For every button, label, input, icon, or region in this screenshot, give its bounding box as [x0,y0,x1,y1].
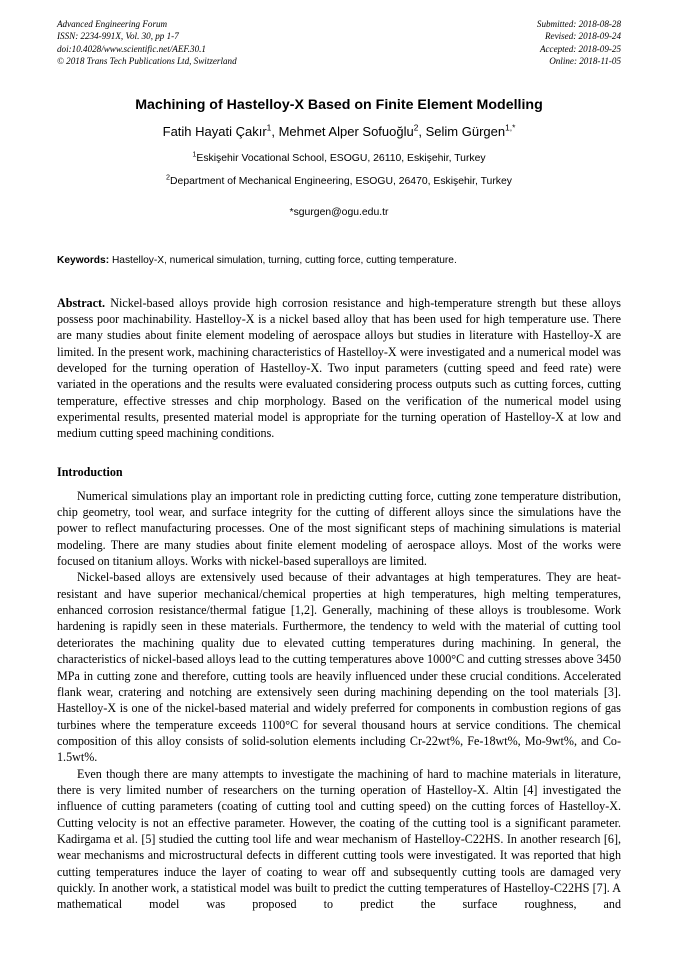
journal-header [57,18,621,68]
section-heading-introduction: Introduction [57,464,123,479]
author-1-name: Fatih Hayati Çakır [162,123,267,139]
paragraph-intro-1: Numerical simulations play an important role in predicting cutting force, cutting zone temperature distribution, chip geometry, tool wear, and surface integrity for the cutting of different alloys since the simulations have the power to reflect manufacturing processes. One of the most significant steps of machining simulations is material modeling. There are many studies about finite element modeling of aerospace alloys. Most of the works were focused on titanium alloys. Works with nickel-based superalloys are limited. [57,488,621,569]
paragraph-intro-2: Nickel-based alloys are extensively used because of their advantages at high temperatures. They are heat-resistant and have superior mechanical/chemical properties at high temperatures, high melting temperatures, enhanced corrosion resistance/thermal fatigue [1,2]. Generally, machining of these alloys is troublesome. Work hardening is rapidly seen in these materials. Furthermore, the tendency to weld with the material of cutting tool deteriorates the machining quality due to elevated cutting temperatures during machining. In general, the characteristics of nickel-based alloys lead to the cutting temperatures above 1000°C and cutting stresses above 3450 MPa in cutting zone and therefore, cutting tools are heavily influenced under these crucial conditions. Accelerated flank wear, cratering and notching are extensively seen during machining depending on the tool materials [3]. Hastelloy-X is one of the nickel-based material and widely preferred for components in combustion regions of gas turbines where the temperature exceeds 1100°C for several thousand hours at service conditions. The chemical composition of this alloy consists of solid-solution elements including Cr-22wt%, Fe-18wt%, Mo-9wt%, and Co-1.5wt%. [57,570,621,765]
date-submitted: Submitted: 2018-08-28 [536,19,621,29]
keywords-line [57,254,621,268]
corresponding-author-email: *sgurgen@ogu.edu.tr [289,206,389,218]
author-list [57,123,621,140]
author-3-name: Selim Gürgen [425,123,506,139]
paragraph-intro-3: Even though there are many attempts to investigate the machining of hard to machine materials in literature, there is very limited number of researchers on the turning operation of Hastelloy-X. Altin [4] investigated the influence of cutting parameters (coating of cutting tool and cutting speed) on the cutting forces of Hastelloy-X. Cutting velocity is not an effective parameter. However, the coating of the cutting tool is a significant parameter. Kadirgama et al. [5] studied the cutting tool life and wear mechanism of Hastelloy-C22HS. In another research [6], wear mechanisms and microstructural defects in different cutting tools were investigated. It was reported that high cutting temperatures induce the layer of coating to wear off and subsequently cutting tools are damaged very quickly. In another work, a statistical model was built to predict the cutting temperatures of Hastelloy-C22HS [7]. A mathematical model was proposed to predict the surface roughness, and [57,766,621,912]
affiliation-2-marker: 2 [166,172,171,182]
journal-doi: doi:10.4028/www.scientific.net/AEF.30.1 [57,43,206,54]
affiliation-1 [57,149,621,166]
date-accepted: Accepted: 2018-09-25 [539,43,621,54]
abstract-block [57,295,621,442]
keywords-label: Keywords: [57,254,110,266]
page-title: Machining of Hastelloy-X Based on Finite Element Modelling [135,96,543,113]
author-2-affil-marker: 2 [413,122,419,133]
author-3-affil-marker: 1,* [505,122,516,133]
journal-name: Advanced Engineering Forum [57,19,168,29]
affiliation-1-text: Eskişehir Vocational School, ESOGU, 26110, Eskişehir, Turkey [196,152,486,164]
affiliation-2 [57,172,621,189]
author-1-affil-marker: 1 [266,122,272,133]
author-separator-2: , [418,123,426,139]
abstract-text: Nickel-based alloys provide high corrosion resistance and high-temperature strength but these alloys possess poor machinability. Hastelloy-X is a nickel based alloy that has been used for high temperature use. There are many studies about finite element modeling of aerospace alloys but studies in literature with Hastelloy-X are limited. In the present work, machining characteristics of Hastelloy-X were investigated and a numerical model was developed for the turning operation of Hastelloy-X. Two input parameters (cutting speed and feed rate) were variated in the operations and the results were evaluated considering process outputs such as cutting forces, cutting temperature, effective stresses and chip morphology. Based on the verification of the numerical model using experimental results, presented material model is appropriate for the turning operation of Hastelloy-X at low and medium cutting speed machining conditions. [57,295,621,441]
journal-copyright: © 2018 Trans Tech Publications Ltd, Switzerland [57,56,237,67]
affiliation-2-text: Department of Mechanical Engineering, ESOGU, 26470, Eskişehir, Turkey [170,175,512,187]
journal-header-right [537,18,621,68]
author-2-name: Mehmet Alper Sofuoğlu [278,123,414,139]
keywords-text: Hastelloy-X, numerical simulation, turning, cutting force, cutting temperature. [111,254,457,266]
journal-header-left [57,18,237,68]
date-online: Online: 2018-11-05 [549,56,621,67]
date-revised: Revised: 2018-09-24 [544,31,621,42]
author-separator-1: , [271,123,279,139]
abstract-label: Abstract. [57,295,106,310]
affiliation-1-marker: 1 [192,149,197,159]
journal-issn-volume: ISSN: 2234-991X, Vol. 30, pp 1-7 [57,31,179,42]
